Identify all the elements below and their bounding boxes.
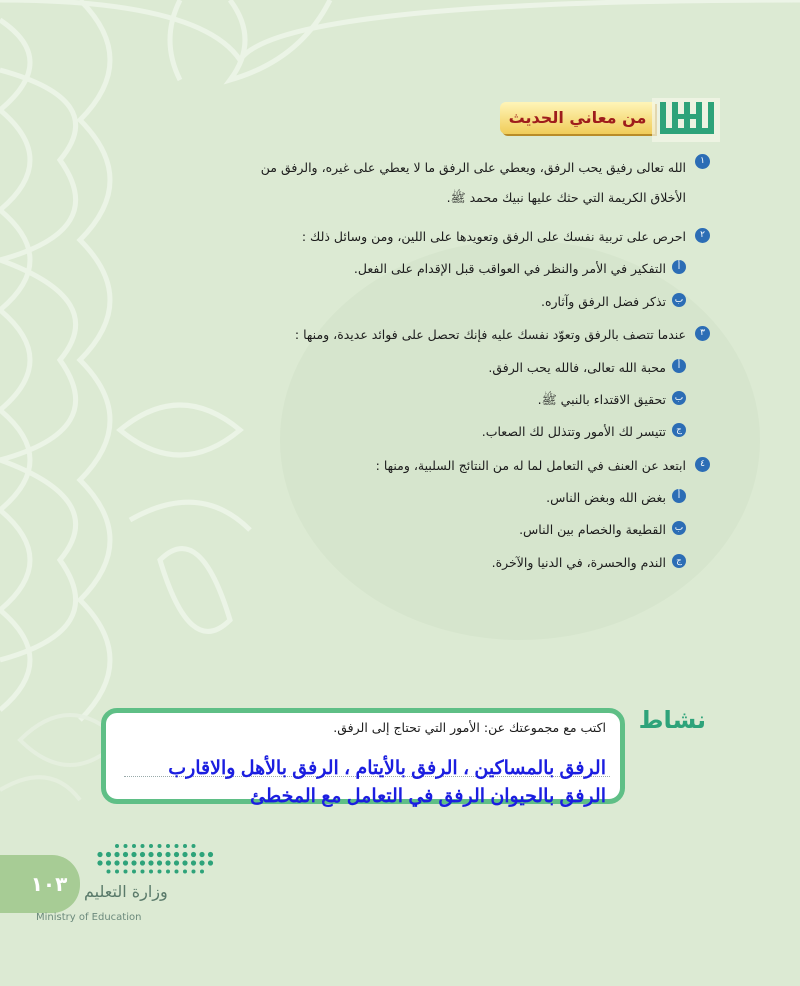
sub-item [260, 358, 686, 377]
logo-dot [106, 852, 111, 857]
sub-item-text: التفكير في الأمر والنظر في العواقب قبل الإقدام على الفعل. [353, 261, 666, 277]
logo-dot [157, 860, 162, 865]
ministry-name-en: Ministry of Education [36, 912, 142, 923]
sub-item-marker: ج [672, 554, 686, 568]
section-title: من معاني الحديث [508, 108, 647, 127]
kufic-logo-icon [652, 96, 720, 144]
logo-dot [124, 870, 128, 874]
logo-dot [115, 870, 119, 874]
logo-dot [149, 844, 153, 848]
sub-item [260, 520, 686, 539]
sub-item [260, 553, 686, 572]
logo-dot [199, 852, 204, 857]
sub-item [260, 488, 686, 507]
activity-answer-line-1[interactable]: الرفق بالمساكين ، الرفق بالأيتام ، الرفق بالأهل والاقارب [168, 758, 606, 779]
item-text: عندما تتصف بالرفق وتعوّد نفسك عليه فإنك تحصل على فوائد عديدة، ومنها : [294, 327, 686, 343]
list-item [260, 325, 710, 442]
activity-box [101, 708, 625, 807]
logo-dot [182, 852, 187, 857]
logo-dot [123, 860, 128, 865]
page-number: ١٠٣ [30, 872, 68, 896]
sub-item-marker: أ [672, 260, 686, 274]
item-text: احرص على تربية نفسك على الرفق وتعويدها على اللين، ومن وسائل ذلك : [301, 229, 686, 244]
logo-dot [140, 852, 145, 857]
logo-dot [114, 852, 119, 857]
logo-dot [208, 860, 213, 865]
logo-dot [123, 852, 128, 857]
logo-dot [141, 870, 145, 874]
sub-item-marker: ب [672, 521, 686, 535]
sub-item-marker: أ [672, 489, 686, 503]
sub-item [260, 422, 686, 441]
activity-label: نشاط [638, 706, 706, 734]
activity-answer-line-2[interactable]: الرفق بالحيوان الرفق في التعامل مع المخطئ [250, 786, 606, 807]
section-title-banner [500, 96, 720, 144]
item-number-badge: ٣ [695, 326, 710, 341]
logo-dot [107, 870, 111, 874]
sub-item-text: القطيعة والخصام بين الناس. [519, 522, 666, 538]
sub-item-text: تتيسر لك الأمور وتتذلل لك الصعاب. [481, 424, 666, 440]
logo-dot [191, 860, 196, 865]
sub-item-text: تحقيق الاقتداء بالنبي ﷺ. [537, 391, 666, 407]
logo-dot [141, 844, 145, 848]
list-item [260, 153, 710, 213]
sub-item-text: الندم والحسرة، في الدنيا والآخرة. [491, 554, 666, 570]
logo-dot [97, 860, 102, 865]
logo-dot [158, 844, 162, 848]
logo-dot [157, 852, 162, 857]
logo-dot [132, 870, 136, 874]
list-item [260, 456, 710, 573]
section-title-bar [500, 102, 655, 134]
logo-dot [208, 852, 213, 857]
logo-dot [191, 852, 196, 857]
logo-dot [131, 860, 136, 865]
sub-item-text: بغض الله وبغض الناس. [546, 490, 666, 505]
logo-dot [182, 860, 187, 865]
logo-dot [175, 844, 179, 848]
sub-item [260, 390, 686, 409]
logo-dot [115, 844, 119, 848]
sub-item-marker: أ [672, 359, 686, 373]
sub-item-marker: ج [672, 423, 686, 437]
sub-item-marker: ب [672, 391, 686, 405]
logo-dot [166, 870, 170, 874]
sub-item-text: محبة الله تعالى، فالله يحب الرفق. [488, 359, 666, 375]
item-number-badge: ٤ [695, 457, 710, 472]
list-item [260, 227, 710, 311]
logo-dot [106, 860, 111, 865]
logo-dot [158, 870, 162, 874]
logo-dot [192, 870, 196, 874]
logo-dot [165, 852, 170, 857]
logo-dot [183, 844, 187, 848]
sub-item [260, 292, 686, 311]
sub-item-text: تذكر فضل الرفق وآثاره. [540, 293, 666, 309]
logo-dot [174, 852, 179, 857]
item-number-badge: ١ [695, 154, 710, 169]
logo-dot [140, 860, 145, 865]
logo-dot [174, 860, 179, 865]
logo-dot [175, 870, 179, 874]
logo-dot [124, 844, 128, 848]
logo-dot [166, 844, 170, 848]
logo-dot [114, 860, 119, 865]
sub-item [260, 259, 686, 278]
item-number-badge: ٢ [695, 228, 710, 243]
hadith-meanings-list [260, 156, 710, 586]
item-text: الله تعالى رفيق يحب الرفق، ويعطي على الرفق ما لا يعطي على غيره، والرفق من الأخلاق الكريمة التي حثك عليها نبيك محمد ﷺ. [260, 160, 686, 205]
logo-dot [165, 860, 170, 865]
logo-dot [200, 870, 204, 874]
logo-dot [149, 870, 153, 874]
logo-dot [199, 860, 204, 865]
sub-item-marker: ب [672, 293, 686, 307]
logo-dot [148, 852, 153, 857]
logo-dot [132, 844, 136, 848]
ministry-name-ar: وزارة التعليم [84, 882, 168, 901]
logo-dot [97, 852, 102, 857]
logo-dot [192, 844, 196, 848]
logo-dot [183, 870, 187, 874]
item-text: ابتعد عن العنف في التعامل لما له من النتائج السلبية، ومنها : [375, 457, 686, 473]
logo-dot [148, 860, 153, 865]
ministry-logo-icon [92, 840, 222, 878]
activity-prompt: اكتب مع مجموعتك عن: الأمور التي تحتاج إلى الرفق. [333, 720, 606, 735]
logo-dot [131, 852, 136, 857]
